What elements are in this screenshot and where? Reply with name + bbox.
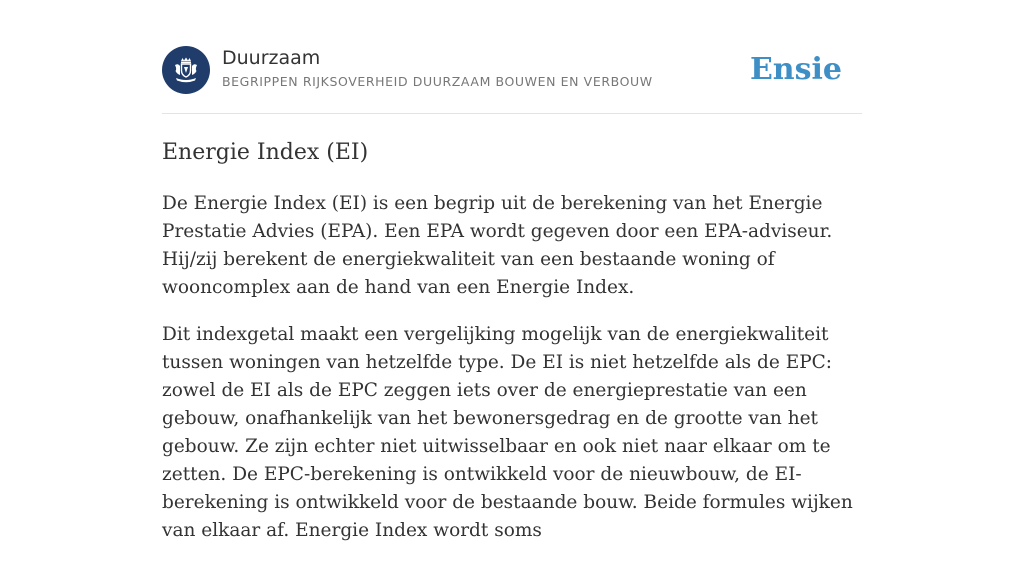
- article-paragraph: Dit indexgetal maakt een vergelijking mogelijk van de energiekwaliteit tussen woningen van hetzelfde type. De EI is niet hetzelfde als de EPC: zowel de EI als de EPC zeggen iets over de energieprestatie van een gebouw, onafhankelijk van het bewonersgedrag en de grootte van het gebouw. Ze zijn echter niet uitwisselbaar en ook niet naar elkaar om te zetten. De EPC-berekening is ontwikkeld voor de nieuwbouw, de EI-berekening is ontwikkeld voor de bestaande bouw. Beide formules wijken van elkaar af. Energie Index wordt soms: [162, 324, 853, 541]
- site-title[interactable]: Duurzaam: [222, 47, 321, 69]
- ensie-brand-logo[interactable]: Ensie: [749, 52, 842, 87]
- site-subtitle[interactable]: BEGRIPPEN RIJKSOVERHEID DUURZAAM BOUWEN EN VERBOUW: [222, 74, 653, 89]
- rijksoverheid-crest-icon[interactable]: [162, 46, 210, 94]
- article-paragraph: De Energie Index (EI) is een begrip uit de berekening van het Energie Prestatie Advies (EPA). Een EPA wordt gegeven door een EPA-adviseur. Hij/zij berekent de energiekwaliteit van een bestaande woning of wooncomplex aan de hand van een Energie Index.: [162, 193, 833, 298]
- crest-graphic: [169, 53, 203, 87]
- header-divider: [162, 113, 862, 114]
- article-title: Energie Index (EI): [162, 140, 369, 165]
- article-body: [162, 190, 862, 564]
- site-header: [162, 46, 862, 96]
